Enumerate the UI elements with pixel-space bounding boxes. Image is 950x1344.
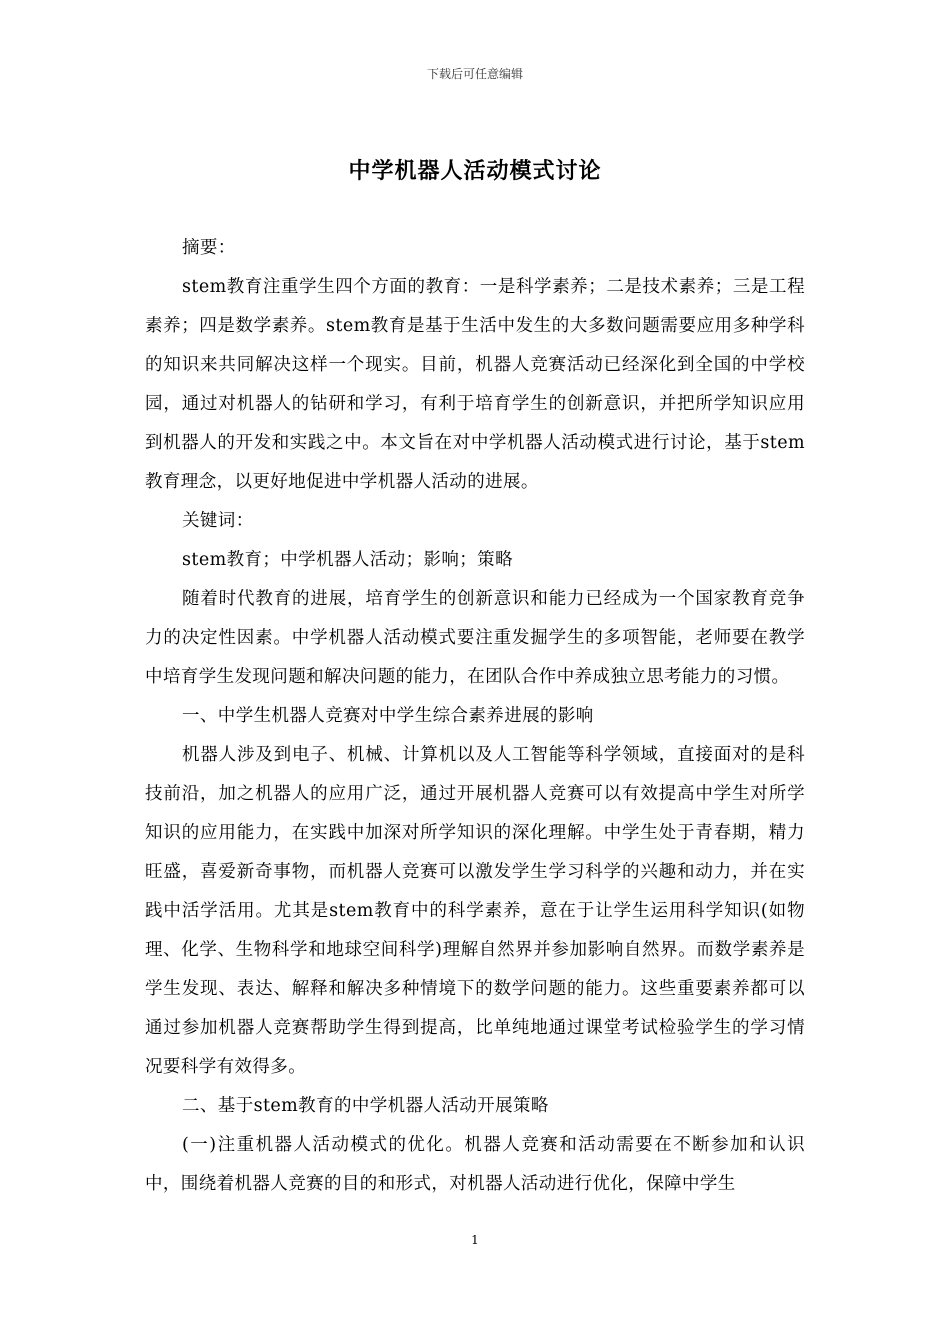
abstract-label: 摘要： [182, 238, 236, 258]
section-1-heading: 一、中学生机器人竞赛对中学生综合素养进展的影响 [182, 706, 594, 726]
intro-paragraph: 随着时代教育的进展，培育学生的创新意识和能力已经成为一个国家教育竞争力的决定性因素。中学机器人活动模式要注重发掘学生的多项智能，老师要在教学中培育学生发现问题和解决问题的能力，在团队合作中养成独立思考能力的习惯。 [145, 589, 805, 687]
abstract-paragraph: stem教育注重学生四个方面的教育：一是科学素养；二是技术素养；三是工程素养；四是数学素养。stem教育是基于生活中发生的大多数问题需要应用多种学科的知识来共同解决这样一个现实。目前，机器人竞赛活动已经深化到全国的中学校园，通过对机器人的钻研和学习，有利于培育学生的创新意识，并把所学知识应用到机器人的开发和实践之中。本文旨在对中学机器人活动模式进行讨论，基于stem教育理念，以更好地促进中学机器人活动的进展。 [145, 277, 805, 492]
section-2-heading: 二、基于stem教育的中学机器人活动开展策略 [182, 1096, 549, 1116]
keywords-paragraph: stem教育；中学机器人活动；影响；策略 [182, 550, 513, 570]
document-body [145, 229, 805, 1204]
document-title: 中学机器人活动模式讨论 [348, 158, 602, 184]
page-header-note: 下载后可任意编辑 [426, 67, 523, 81]
page-number: 1 [471, 1233, 479, 1247]
keywords-label: 关键词： [182, 511, 254, 531]
section-1-paragraph: 机器人涉及到电子、机械、计算机以及人工智能等科学领域，直接面对的是科技前沿，加之机器人的应用广泛，通过开展机器人竞赛可以有效提高中学生对所学知识的应用能力，在实践中加深对所学知识的深化理解。中学生处于青春期，精力旺盛，喜爱新奇事物，而机器人竞赛可以激发学生学习科学的兴趣和动力，并在实践中活学活用。尤其是stem教育中的科学素养，意在于让学生运用科学知识(如物理、化学、生物科学和地球空间科学)理解自然界并参加影响自然界。而数学素养是学生发现、表达、解释和解决多种情境下的数学问题的能力。这些重要素养都可以通过参加机器人竞赛帮助学生得到提高，比单纯地通过课堂考试检验学生的学习情况要科学有效得多。 [145, 745, 805, 1077]
section-2-subsection-1-paragraph: (一)注重机器人活动模式的优化。机器人竞赛和活动需要在不断参加和认识中，围绕着机器人竞赛的目的和形式，对机器人活动进行优化，保障中学生 [145, 1135, 805, 1194]
